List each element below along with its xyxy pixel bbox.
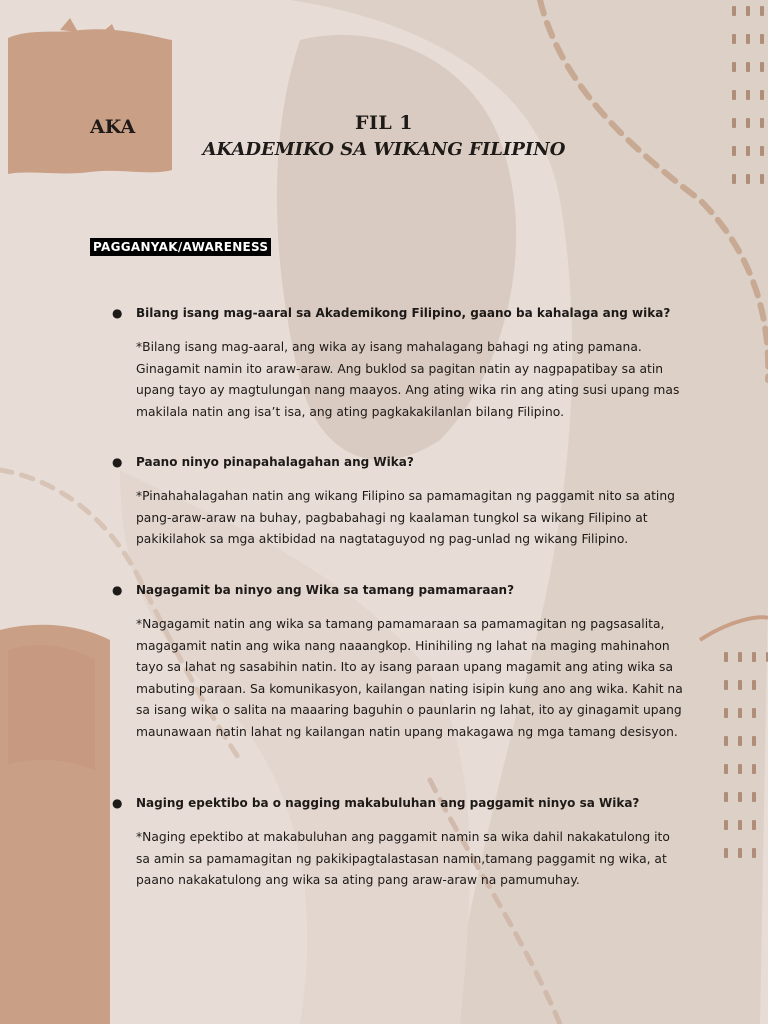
answer-2: *Pinahahalagahan natin ang wikang Filipino sa pamamagitan ng paggamit nito sa ating pang-araw-araw na buhay, pagbabahagi ng kaalaman tungkol sa wikang Filipino at pakikilahok sa mga aktibidad na nagtataguyod ng pag-unlad ng wikang Filipino.: [136, 489, 675, 547]
answer-1: *Bilang isang mag-aaral, ang wika ay isang mahalagang bahagi ng ating pamana. Ginagamit namin ito araw-araw. Ang buklod sa pagitan natin ay nagpapatibay sa atin upang tayo ay magtulungan nang maayos. Ang ating wika rin ang ating susi upang mas makilala natin ang isa’t isa, ang ating pagkakakilanlan bilang Filipino.: [136, 340, 680, 419]
question-text: Naging epektibo ba o nagging makabuluhan ang paggamit ninyo sa Wika?: [136, 796, 640, 810]
bullet-icon: ●: [112, 306, 123, 320]
question-text: Nagagamit ba ninyo ang Wika sa tamang pamamaraan?: [136, 583, 515, 597]
question-1: [112, 303, 687, 323]
answer-3: *Nagagamit natin ang wika sa tamang pamamaraan sa pamamagitan ng pagsasalita, magagamit natin ang wika nang naaangkop. Hinihiling ng lahat na maging mahinahon tayo sa lahat ng sasabihin natin. Ito ay isang paraan upang magamit ang ating wika sa mabuting paraan. Sa komunikasyon, kailangan nating isipin kung ano ang wika. Kahit na sa isang wika o salita na maaaring baguhin o paunlarin ng lahat, ito ay ginagamit upang maunawaan natin lahat ng kailangan natin upang makagawa ng mga tamang desisyon.: [136, 617, 683, 739]
bullet-icon: ●: [112, 583, 123, 597]
question-2: [112, 452, 687, 472]
question-4: [112, 793, 687, 813]
course-title: AKADEMIKO SA WIKANG FILIPINO: [202, 139, 566, 160]
course-code: FIL 1: [354, 112, 414, 134]
question-text: Paano ninyo pinapahalagahan ang Wika?: [136, 455, 414, 469]
qa-item-4: [112, 793, 687, 892]
question-3: [112, 580, 687, 600]
qa-item-2: [112, 452, 687, 551]
question-text: Bilang isang mag-aaral sa Akademikong Filipino, gaano ba kahalaga ang wika?: [136, 306, 671, 320]
header-left-label: AKA: [90, 116, 136, 138]
bullet-icon: ●: [112, 796, 123, 810]
bullet-icon: ●: [112, 455, 123, 469]
section-label: PAGGANYAK/AWARENESS: [90, 238, 271, 256]
answer-4: *Naging epektibo at makabuluhan ang paggamit namin sa wika dahil nakakatulong ito sa amin sa pamamagitan ng pakikipagtalastasan namin,tamang paggamit ng wika, at paano nakakatulong ang wika sa ating pang araw-araw na pamumuhay.: [136, 830, 670, 888]
qa-item-1: [112, 303, 687, 423]
qa-item-3: [112, 580, 687, 744]
